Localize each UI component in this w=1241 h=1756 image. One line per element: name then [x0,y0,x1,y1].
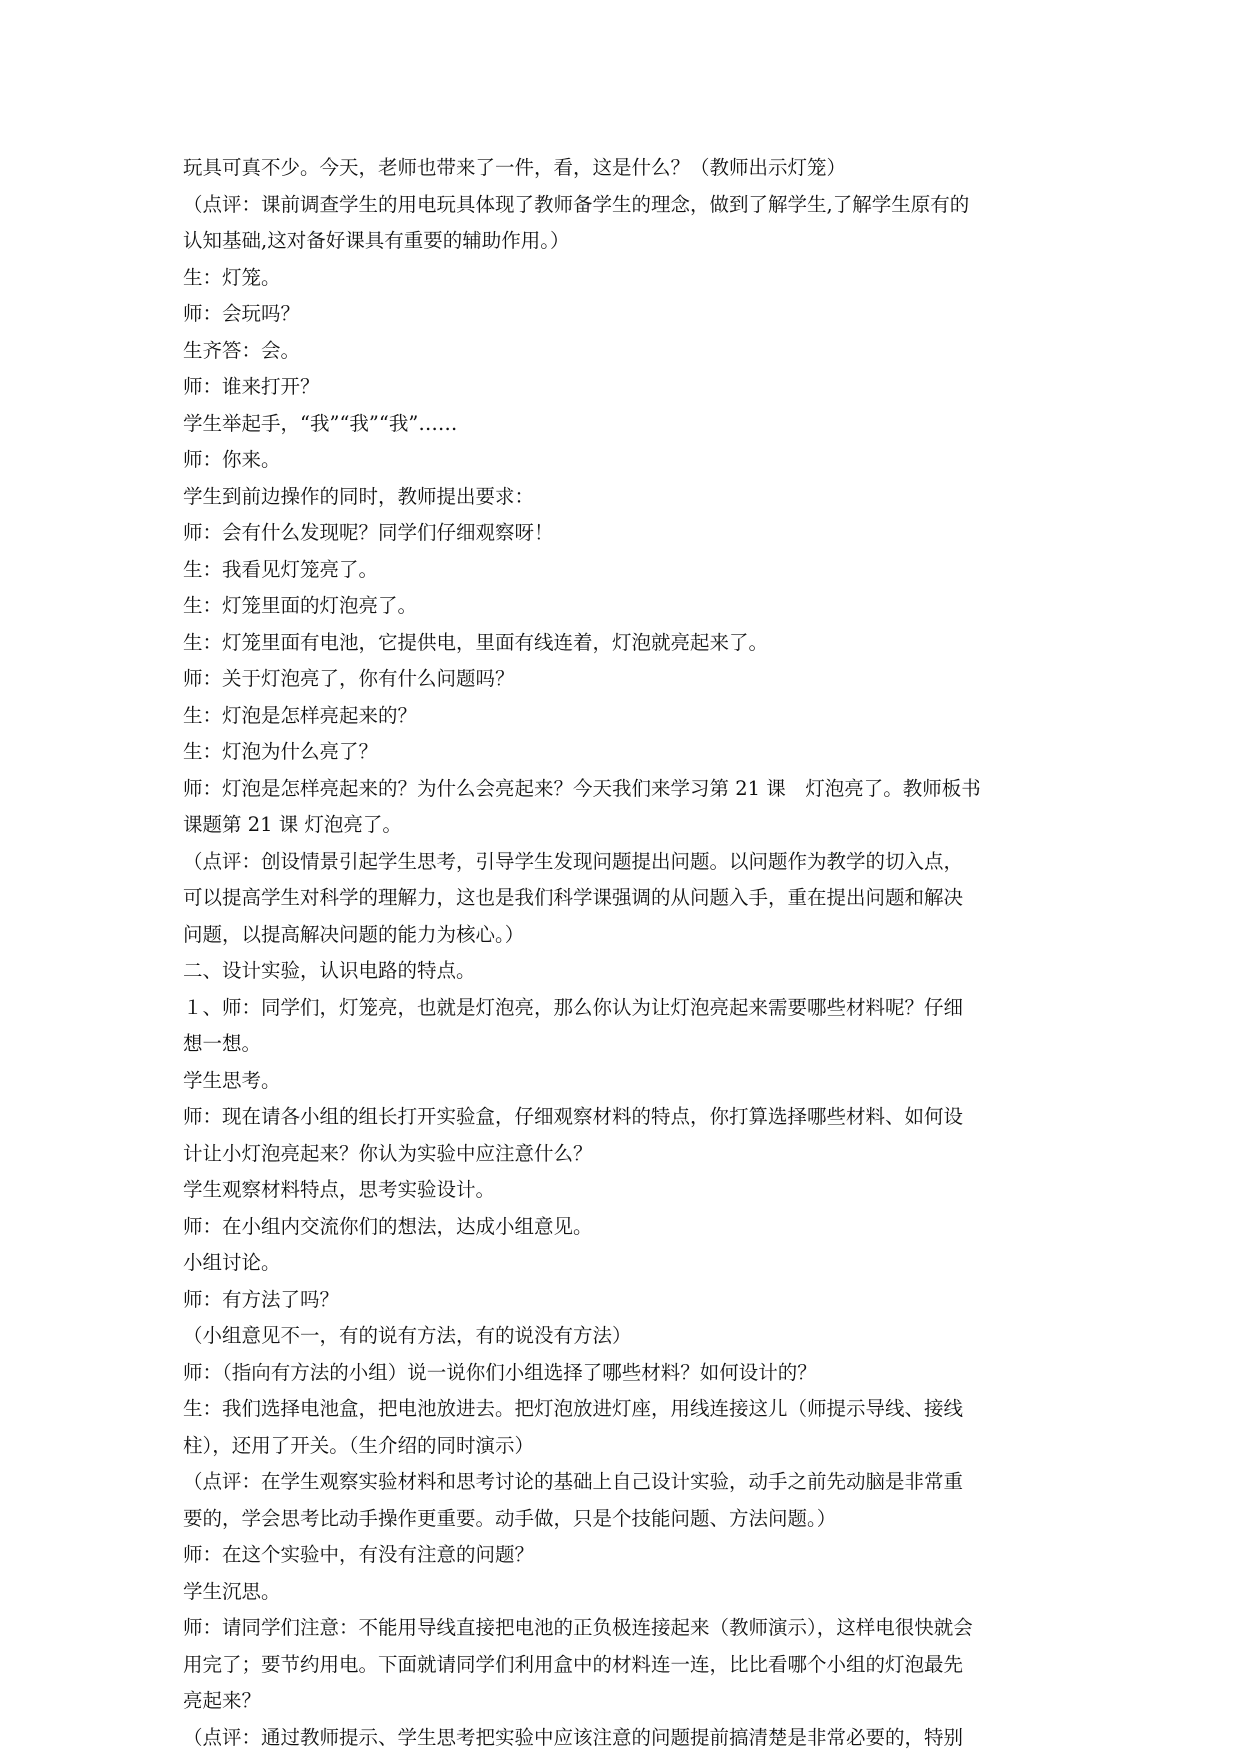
comment-line: 可以提高学生对科学的理解力，这也是我们科学课强调的从问题入手，重在提出问题和解决 [183,880,1059,917]
text-line: 学生观察材料特点，思考实验设计。 [183,1172,1059,1209]
teacher-line: １、师：同学们，灯笼亮，也就是灯泡亮，那么你认为让灯泡亮起来需要哪些材料呢？仔细 [183,990,1059,1027]
teacher-line: 师：会玩吗？ [183,296,1059,333]
comment-line: 要的，学会思考比动手操作更重要。动手做，只是个技能问题、方法问题。） [183,1501,1059,1538]
text-line: 学生举起手，“我”“我”“我”…… [183,406,1059,443]
comment-line: （点评：通过教师提示、学生思考把实验中应该注意的问题提前搞清楚是非常必要的，特别 [183,1720,1059,1756]
teacher-line: 师：请同学们注意：不能用导线直接把电池的正负极连接起来（教师演示），这样电很快就会 [183,1610,1059,1647]
text-line: 想一想。 [183,1026,1059,1063]
text-line: 小组讨论。 [183,1245,1059,1282]
document-page [183,150,1059,1756]
teacher-line: 师：现在请各小组的组长打开实验盒，仔细观察材料的特点，你打算选择哪些材料、如何设 [183,1099,1059,1136]
comment-line: （点评：在学生观察实验材料和思考讨论的基础上自己设计实验，动手之前先动脑是非常重 [183,1464,1059,1501]
comment-line: （点评：创设情景引起学生思考，引导学生发现问题提出问题。以问题作为教学的切入点， [183,844,1059,881]
teacher-line: 师：关于灯泡亮了，你有什么问题吗？ [183,661,1059,698]
teacher-line: 师：（指向有方法的小组）说一说你们小组选择了哪些材料？如何设计的？ [183,1355,1059,1392]
text-line: 亮起来？ [183,1683,1059,1720]
teacher-line: 师：谁来打开？ [183,369,1059,406]
student-line: 生：灯笼里面的灯泡亮了。 [183,588,1059,625]
teacher-line: 师：在小组内交流你们的想法，达成小组意见。 [183,1209,1059,1246]
text-line: （小组意见不一，有的说有方法，有的说没有方法） [183,1318,1059,1355]
student-line: 生齐答：会。 [183,333,1059,370]
section-heading: 二、设计实验，认识电路的特点。 [183,953,1059,990]
comment-line: （点评：课前调查学生的用电玩具体现了教师备学生的理念，做到了解学生,了解学生原有的 [183,187,1059,224]
student-line: 生：灯泡是怎样亮起来的？ [183,698,1059,735]
comment-line: 问题，以提高解决问题的能力为核心。） [183,917,1059,954]
text-line: 学生沉思。 [183,1574,1059,1611]
text-line: 学生思考。 [183,1063,1059,1100]
student-line: 生：灯笼。 [183,260,1059,297]
student-line: 生：我们选择电池盒，把电池放进去。把灯泡放进灯座，用线连接这儿（师提示导线、接线 [183,1391,1059,1428]
student-line: 生：灯泡为什么亮了？ [183,734,1059,771]
student-line: 生：灯笼里面有电池，它提供电，里面有线连着，灯泡就亮起来了。 [183,625,1059,662]
text-line: 课题第 21 课 灯泡亮了。 [183,807,1059,844]
text-line: 计让小灯泡亮起来？你认为实验中应注意什么？ [183,1136,1059,1173]
teacher-line: 师：会有什么发现呢？同学们仔细观察呀！ [183,515,1059,552]
text-line: 用完了；要节约用电。下面就请同学们利用盒中的材料连一连，比比看哪个小组的灯泡最先 [183,1647,1059,1684]
comment-line: 认知基础,这对备好课具有重要的辅助作用。） [183,223,1059,260]
teacher-line: 师：灯泡是怎样亮起来的？为什么会亮起来？今天我们来学习第 21 课 灯泡亮了。教师板书 [183,771,1059,808]
text-line: 学生到前边操作的同时，教师提出要求： [183,479,1059,516]
teacher-line: 师：有方法了吗？ [183,1282,1059,1319]
text-line: 柱），还用了开关。（生介绍的同时演示） [183,1428,1059,1465]
text-line: 玩具可真不少。今天，老师也带来了一件，看，这是什么？（教师出示灯笼） [183,150,1059,187]
teacher-line: 师：在这个实验中，有没有注意的问题？ [183,1537,1059,1574]
teacher-line: 师：你来。 [183,442,1059,479]
student-line: 生：我看见灯笼亮了。 [183,552,1059,589]
